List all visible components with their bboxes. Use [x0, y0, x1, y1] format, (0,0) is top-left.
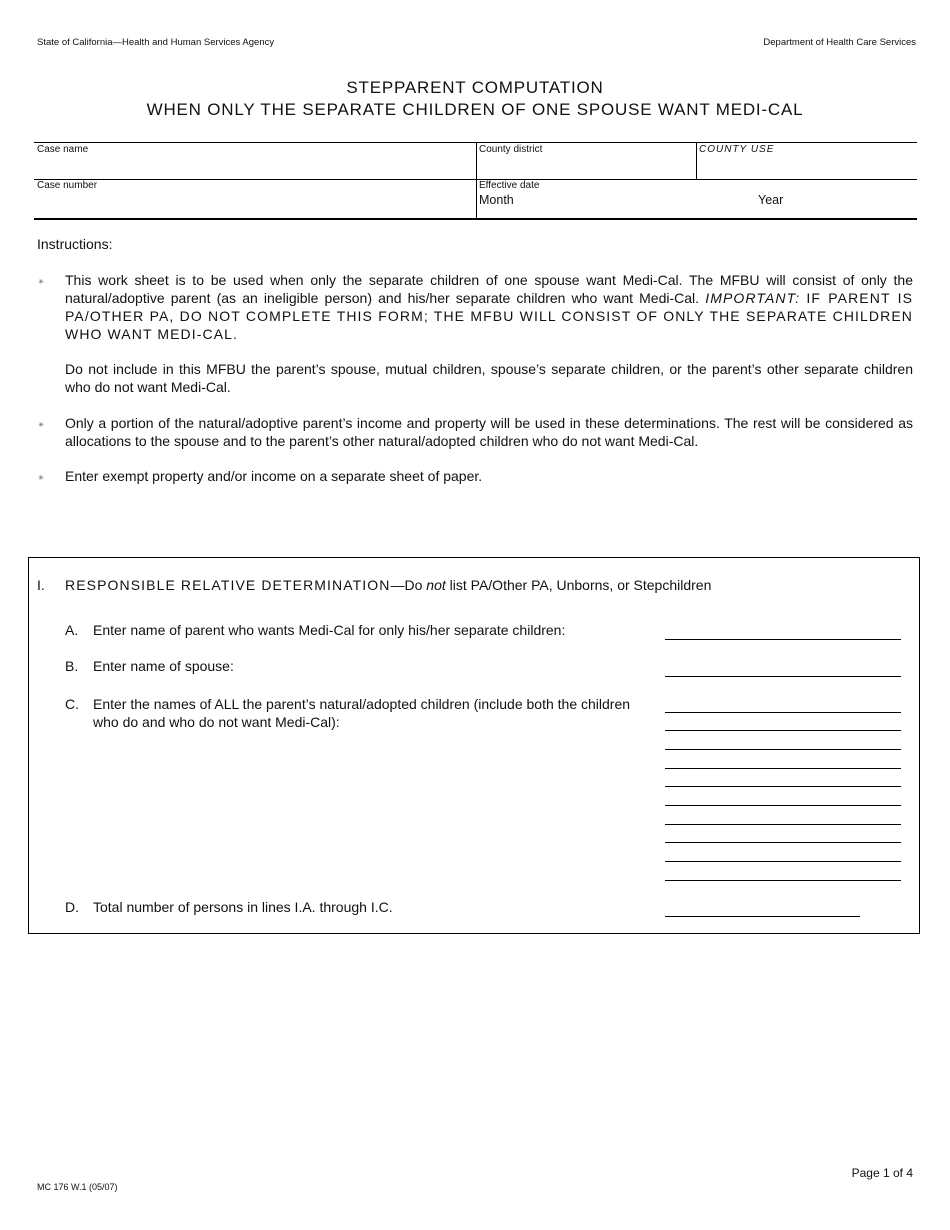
responsible-relative-section [28, 557, 920, 934]
bullet-icon: ✳ [38, 422, 44, 429]
department-header: Department of Health Care Services [763, 37, 916, 48]
case-info-table [34, 142, 917, 220]
child-name-input[interactable] [665, 842, 901, 843]
table-column-divider [696, 143, 697, 179]
section-heading-rest: list PA/Other PA, Unborns, or Stepchildren [445, 577, 712, 593]
month-label: Month [479, 193, 514, 207]
item-d-letter: D. [65, 899, 79, 915]
child-name-input[interactable] [665, 749, 901, 750]
section-heading-emph: not [426, 577, 446, 593]
item-d-text: Total number of persons in lines I.A. through I.C. [93, 899, 393, 915]
item-b-letter: B. [65, 658, 79, 674]
child-name-input[interactable] [665, 768, 901, 769]
page-number: Page 1 of 4 [851, 1166, 913, 1180]
section-heading [65, 576, 711, 594]
county-use-label: COUNTY USE [699, 144, 775, 155]
case-name-field[interactable] [34, 143, 475, 179]
item-c-letter: C. [65, 696, 79, 712]
form-subtitle: WHEN ONLY THE SEPARATE CHILDREN OF ONE SPOUSE WANT MEDI-CAL [146, 100, 804, 119]
child-name-input[interactable] [665, 824, 901, 825]
bullet-icon: ✳ [38, 279, 44, 286]
year-label: Year [758, 193, 784, 207]
instruction-paragraph-2: Only a portion of the natural/adoptive parent’s income and property will be used in these determinations. The rest will be considered as allocations to the spouse and to the parent’s other natural/adopted children who do not want Medi-Cal. [65, 415, 913, 449]
instruction-paragraph-3: Enter exempt property and/or income on a separate sheet of paper. [65, 468, 483, 484]
child-name-input[interactable] [665, 786, 901, 787]
instruction-1-text: This work sheet is to be used when only the separate children of one spouse want Medi-Cal. The MFBU will consist of only the natural/adoptive parent (as an ineligible person) and his/her separate children who want Medi-Cal. [65, 272, 913, 306]
case-name-label: Case name [37, 144, 89, 155]
agency-header: State of California—Health and Human Services Agency [37, 37, 275, 48]
section-numeral: I. [37, 577, 45, 593]
total-persons-input[interactable] [665, 916, 860, 917]
spouse-name-input[interactable] [665, 676, 901, 677]
item-a-letter: A. [65, 622, 79, 638]
instructions-heading: Instructions: [37, 236, 113, 252]
child-name-input[interactable] [665, 730, 901, 731]
section-heading-dash: —Do [390, 577, 427, 593]
instruction-paragraph-1b: Do not include in this MFBU the parent’s spouse, mutual children, spouse’s separate children, or the parent’s other separate children who do not want Medi-Cal. [65, 361, 913, 395]
form-title: STEPPARENT COMPUTATION [346, 78, 604, 97]
child-name-input[interactable] [665, 805, 901, 806]
effective-date-field[interactable] [477, 180, 917, 217]
parent-name-input[interactable] [665, 639, 901, 640]
form-number: MC 176 W.1 (05/07) [37, 1182, 118, 1192]
county-district-label: County district [479, 144, 543, 155]
important-label: IMPORTANT: [705, 290, 801, 306]
county-district-field[interactable] [477, 143, 695, 179]
child-name-input[interactable] [665, 880, 901, 881]
child-name-input[interactable] [665, 712, 901, 713]
item-a-text: Enter name of parent who wants Medi-Cal for only his/her separate children: [93, 622, 566, 638]
case-number-label: Case number [37, 180, 98, 191]
case-number-field[interactable] [34, 180, 475, 217]
child-name-input[interactable] [665, 861, 901, 862]
section-heading-caps: RESPONSIBLE RELATIVE DETERMINATION [65, 577, 391, 593]
bullet-icon: ✳ [38, 475, 44, 482]
effective-date-label: Effective date [479, 180, 540, 191]
item-c-text: Enter the names of ALL the parent’s natural/adopted children (include both the children who do and who do not want Medi-Cal): [93, 696, 631, 730]
instruction-1-caps: IF PARENT IS PA/OTHER PA, DO NOT COMPLETE THIS FORM; THE MFBU WILL CONSIST OF ONLY THE SEPARATE CHILDREN WHO WANT MEDI-CAL. [65, 290, 914, 342]
item-b-text: Enter name of spouse: [93, 658, 234, 674]
instruction-paragraph-1 [65, 271, 913, 343]
